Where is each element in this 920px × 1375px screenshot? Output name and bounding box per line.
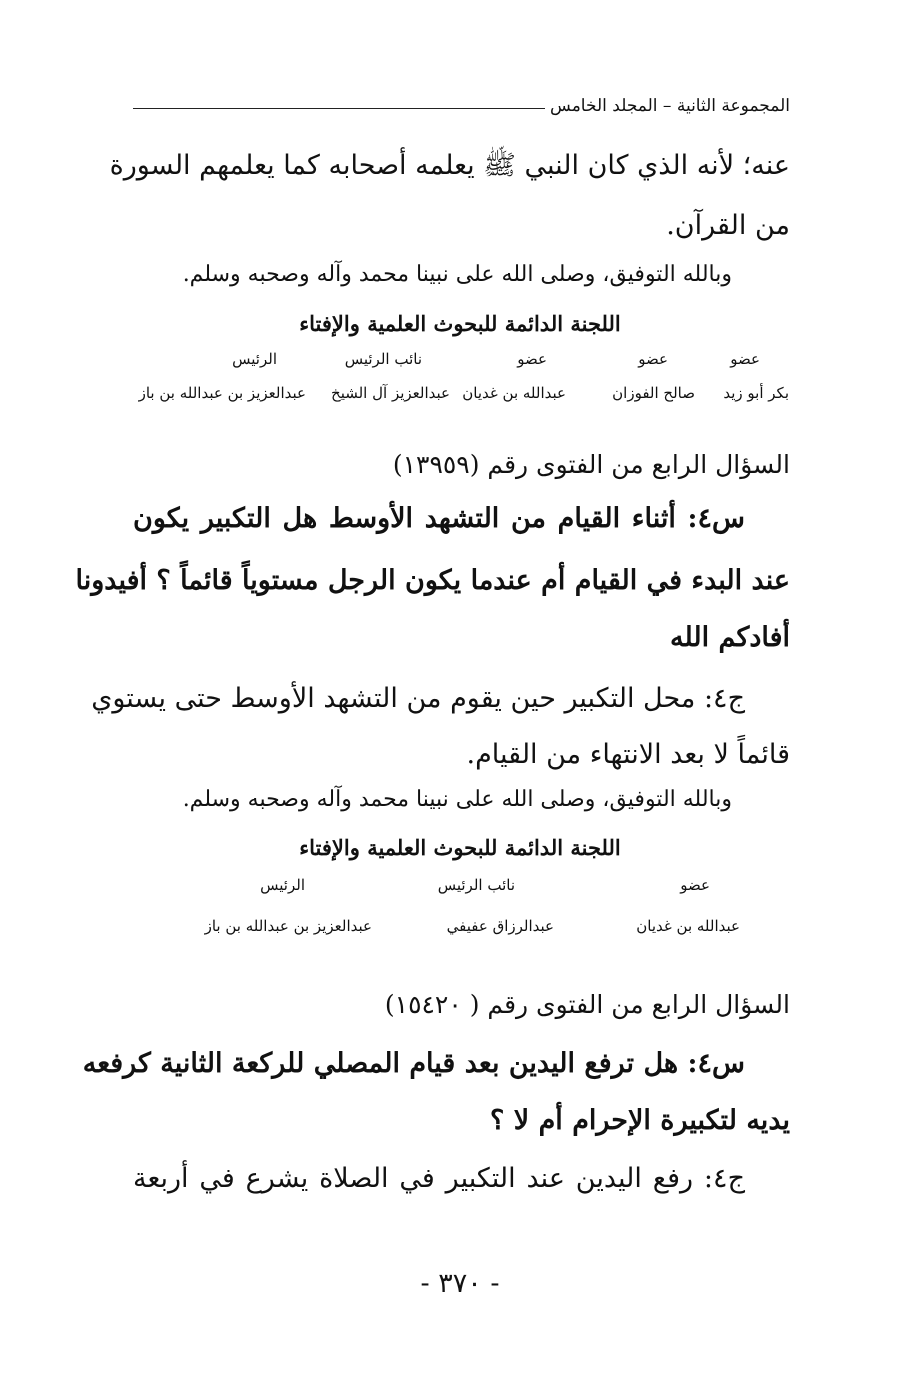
paragraph-line: عنه؛ لأنه الذي كان النبي ﷺ يعلمه أصحابه كما يعلمهم السورة bbox=[109, 150, 790, 181]
header-rule bbox=[133, 108, 545, 109]
closing-line: وبالله التوفيق، وصلى الله على نبينا محمد وآله وصحبه وسلم. bbox=[182, 787, 732, 812]
signatory-role: الرئيس bbox=[260, 876, 305, 894]
signatory-name: عبدالعزيز بن عبدالله بن باز bbox=[138, 384, 306, 402]
question-line: أفادكم الله bbox=[669, 622, 790, 653]
signatory-role: الرئيس bbox=[232, 350, 277, 368]
answer-line: قائماً لا بعد الانتهاء من القيام. bbox=[466, 739, 790, 770]
running-header: المجموعة الثانية – المجلد الخامس bbox=[550, 96, 790, 116]
signatory-role: عضو bbox=[517, 350, 547, 368]
signatory-role: عضو bbox=[730, 350, 760, 368]
signatory-role: نائب الرئيس bbox=[344, 350, 422, 368]
question-line: يديه لتكبيرة الإحرام أم لا ؟ bbox=[490, 1105, 790, 1136]
answer-line: ج٤: رفع اليدين عند التكبير في الصلاة يشرع في أربعة bbox=[133, 1163, 745, 1194]
signatory-name: عبدالله بن غديان bbox=[462, 384, 566, 402]
committee-title: اللجنة الدائمة للبحوث العلمية والإفتاء bbox=[299, 311, 621, 336]
signatory-role: عضو bbox=[638, 350, 668, 368]
signatory-name: عبدالعزيز آل الشيخ bbox=[331, 384, 450, 402]
fatwa-heading: السؤال الرابع من الفتوى رقم (١٣٩٥٩) bbox=[392, 450, 790, 479]
closing-line: وبالله التوفيق، وصلى الله على نبينا محمد وآله وصحبه وسلم. bbox=[182, 262, 732, 287]
signatory-name: عبدالرزاق عفيفي bbox=[446, 917, 554, 935]
paragraph-line: من القرآن. bbox=[666, 210, 790, 241]
signatory-role: نائب الرئيس bbox=[437, 876, 515, 894]
signatory-role: عضو bbox=[680, 876, 710, 894]
signatory-name: عبدالله بن غديان bbox=[636, 917, 740, 935]
signatory-name: بكر أبو زيد bbox=[723, 384, 789, 402]
question-line: س٤: هل ترفع اليدين بعد قيام المصلي للركعة الثانية كرفعه bbox=[82, 1048, 745, 1079]
question-line: س٤: أثناء القيام من التشهد الأوسط هل التكبير يكون bbox=[133, 503, 745, 534]
question-line: عند البدء في القيام أم عندما يكون الرجل مستوياً قائماً ؟ أفيدونا bbox=[75, 565, 790, 596]
fatwa-heading: السؤال الرابع من الفتوى رقم ( ١٥٤٢٠) bbox=[384, 990, 790, 1019]
signatory-name: صالح الفوزان bbox=[612, 384, 695, 402]
committee-title: اللجنة الدائمة للبحوث العلمية والإفتاء bbox=[299, 835, 621, 860]
signatory-name: عبدالعزيز بن عبدالله بن باز bbox=[204, 917, 372, 935]
page-number: - ٣٧٠ - bbox=[420, 1268, 500, 1299]
answer-line: ج٤: محل التكبير حين يقوم من التشهد الأوسط حتى يستوي bbox=[91, 683, 745, 714]
